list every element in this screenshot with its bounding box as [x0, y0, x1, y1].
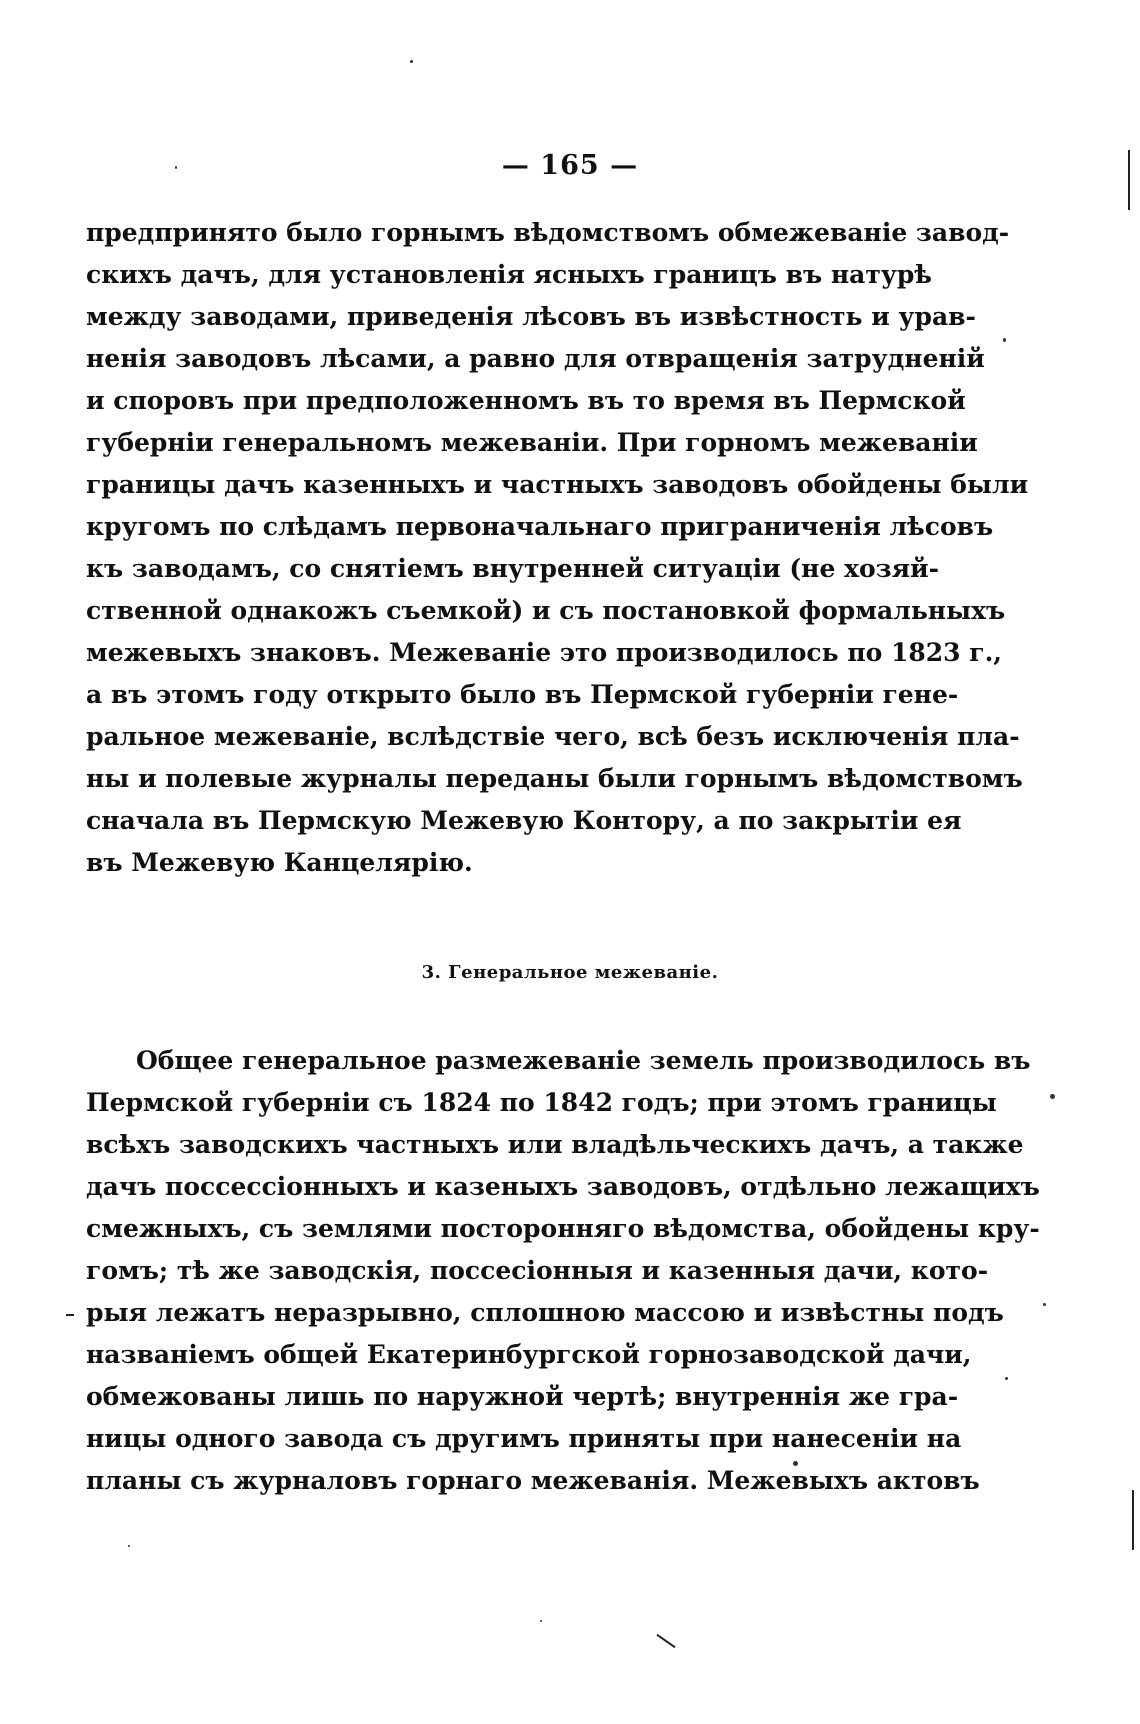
text-line: ненія заводовъ лѣсами, а равно для отвращенія затрудненій: [86, 344, 985, 373]
text-line: дачъ поссессіонныхъ и казеныхъ заводовъ, отдѣльно лежащихъ: [86, 1172, 1040, 1201]
scan-edge-mark: [1128, 150, 1130, 210]
text-line: границы дачъ казенныхъ и частныхъ заводовъ обойдены были: [86, 470, 1029, 499]
text-line: а въ этомъ году открыто было въ Пермской губерніи гене-: [86, 680, 959, 709]
scan-speck: [1043, 1303, 1046, 1306]
text-line: названіемъ общей Екатеринбургской горнозаводской дачи,: [86, 1340, 972, 1369]
scan-edge-mark: [656, 1634, 675, 1648]
scan-speck: [1003, 338, 1006, 342]
text-line: планы съ журналовъ горнаго межеванія. Межевыхъ актовъ: [86, 1466, 980, 1495]
paragraph-1: [86, 212, 1029, 884]
text-line: ницы одного завода съ другимъ приняты при нанесеніи на: [86, 1424, 962, 1453]
text-line: и споровъ при предположенномъ въ то время въ Пермской: [86, 386, 966, 415]
text-line: межевыхъ знаковъ. Межеваніе это производилось по 1823 г.,: [86, 638, 1003, 667]
section-heading: 3. Генеральное межеваніе.: [421, 962, 719, 983]
text-line: ственной однакожъ съемкой) и съ постановкой формальныхъ: [86, 596, 1006, 625]
text-line: скихъ дачъ, для установленія ясныхъ границъ въ натурѣ: [86, 260, 932, 289]
text-line: всѣхъ заводскихъ частныхъ или владѣльческихъ дачъ, а также: [86, 1130, 1024, 1159]
page-number: — 165 —: [501, 150, 639, 181]
scan-edge-mark: [1132, 1490, 1134, 1550]
scan-speck: [793, 1461, 798, 1466]
scan-speck: [540, 1620, 542, 1622]
text-line: ральное межеваніе, вслѣдствіе чего, всѣ безъ исключенія пла-: [86, 722, 1020, 751]
text-line: губерніи генеральномъ межеваніи. При горномъ межеваніи: [86, 428, 978, 457]
scan-speck: [1005, 1377, 1008, 1380]
scan-speck: [410, 60, 413, 63]
text-line: рыя лежатъ неразрывно, сплошною массою и извѣстны подъ: [86, 1298, 1004, 1327]
scan-speck: [1050, 1094, 1055, 1099]
text-line: гомъ; тѣ же заводскія, поссесіонныя и казенныя дачи, кото-: [86, 1256, 989, 1285]
text-line: въ Межевую Канцелярію.: [86, 848, 473, 877]
text-line: смежныхъ, съ землями посторонняго вѣдомства, обойдены кру-: [86, 1214, 1040, 1243]
text-line: предпринято было горнымъ вѣдомствомъ обмежеваніе завод-: [86, 218, 1010, 247]
text-line: между заводами, приведенія лѣсовъ въ извѣстность и урав-: [86, 302, 976, 331]
text-line: Пермской губерніи съ 1824 по 1842 годъ; при этомъ границы: [86, 1088, 997, 1117]
text-line: Общее генеральное размежеваніе земель производилось въ: [136, 1046, 1031, 1075]
text-line: сначала въ Пермскую Межевую Контору, а по закрытіи ея: [86, 806, 962, 835]
text-line: кругомъ по слѣдамъ первоначальнаго приграниченія лѣсовъ: [86, 512, 994, 541]
paragraph-2: [86, 1040, 1040, 1502]
text-line: ны и полевые журналы переданы были горнымъ вѣдомствомъ: [86, 764, 1023, 793]
scan-edge-mark: [66, 1314, 74, 1316]
scan-speck: [175, 166, 177, 169]
scan-speck: [128, 1545, 130, 1547]
text-line: къ заводамъ, со снятіемъ внутренней ситуаціи (не хозяй-: [86, 554, 940, 583]
text-line: обмежованы лишь по наружной чертѣ; внутреннія же гра-: [86, 1382, 959, 1411]
